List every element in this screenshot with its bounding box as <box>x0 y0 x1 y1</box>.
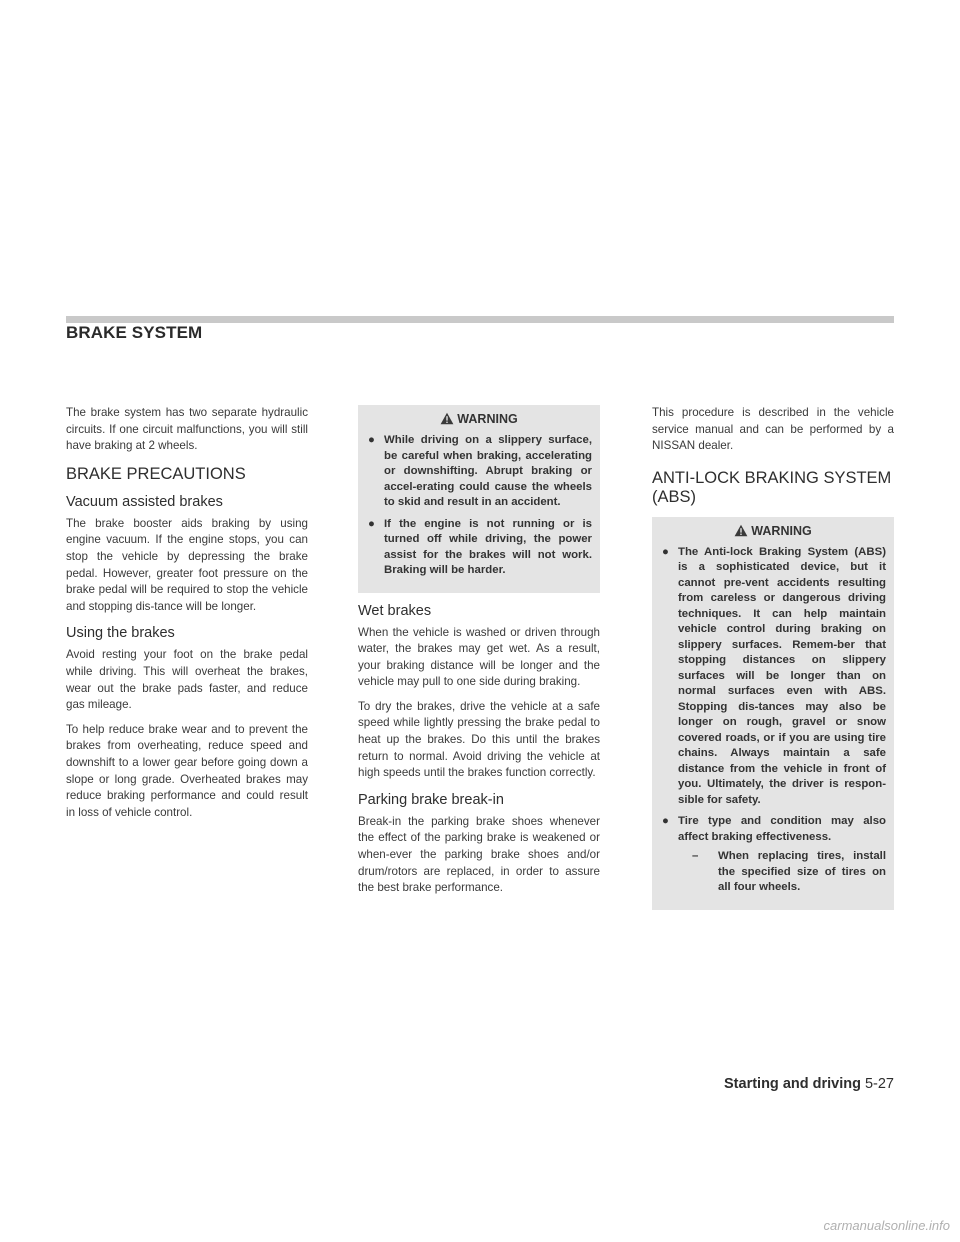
warning-label: WARNING <box>457 412 518 426</box>
warning-box-abs <box>652 517 894 910</box>
wet-brakes-heading: Wet brakes <box>358 602 432 619</box>
warning-triangle-icon <box>440 412 454 425</box>
abs-heading: ANTI-LOCK BRAKING SYSTEM (ABS) <box>652 468 892 506</box>
wet-brakes-paragraph-2: To dry the brakes, drive the vehicle at a safe speed while lightly pressing the brake pedal to heat up the brakes. Do this until the brakes return to normal. Avoid driving the vehicle at high speeds until the brakes function correctly. <box>358 699 600 780</box>
vacuum-brakes-paragraph: The brake booster aids braking by using engine vacuum. If the engine stops, you can stop the vehicle by depressing the brake pedal. However, greater foot pressure on the brake pedal will be required to stop the vehicle and stopping dis-tance will be longer. <box>66 516 308 613</box>
section-title: BRAKE SYSTEM <box>66 323 203 342</box>
watermark: carmanualsonline.info <box>823 1218 950 1233</box>
page-footer <box>724 1076 894 1092</box>
warning-header <box>366 411 592 427</box>
brake-precautions-heading: BRAKE PRECAUTIONS <box>66 464 246 483</box>
procedure-paragraph: This procedure is described in the vehicle service manual and can be performed by a NISSAN dealer. <box>652 406 894 453</box>
footer-chapter-label: Starting and driving <box>724 1076 861 1092</box>
page-number: 5-27 <box>864 1076 894 1092</box>
section-rule <box>66 316 894 323</box>
warning-triangle-icon <box>734 524 748 537</box>
column-3 <box>652 405 894 916</box>
warning-item: ● If the engine is not running or is turned off while driving, the power assist for the brakes will not work. Braking will be harder. <box>368 517 592 576</box>
warning-label: WARNING <box>751 523 812 538</box>
parking-brake-paragraph: Break-in the parking brake shoes whenever the effect of the parking brake is weakened or when-ever the parking brake shoes and/or drum/rotors are replaced, in order to assure the best brake performance. <box>358 814 600 895</box>
using-brakes-paragraph-2: To help reduce brake wear and to prevent the brakes from overheating, reduce speed and downshift to a lower gear before going down a slope or long grade. Overheated brakes may reduce braking performance and could result in loss of vehicle control. <box>66 722 308 819</box>
using-brakes-paragraph-1: Avoid resting your foot on the brake pedal while driving. This will overheat the brakes, wear out the brake pads faster, and reduce gas mileage. <box>66 648 308 712</box>
warning-item: ● The Anti-lock Braking System (ABS) is a sophisticated device, but it cannot pre-vent accidents resulting from careless or dangerous driving techniques. It can help maintain vehicle control during braking on slippery surfaces. Remem-ber that stopping distances on slippery surfaces will be longer than on normal surfaces even with ABS. Stopping dis-tances may also be longer on rough, gravel or snow covered roads, or if you are using tire chains. Always maintain a safe distance from the vehicle in front of you. Ultimately, the driver is respon-sible for safety. <box>662 545 886 806</box>
warning-item: ● While driving on a slippery surface, be careful when braking, accelerating or downshifting. Abrupt braking or accel-erating could cause the wheels to skid and result in an accident. <box>368 434 592 508</box>
wet-brakes-paragraph-1: When the vehicle is washed or driven through water, the brakes may get wet. As a result, your braking distance will be longer and the vehicle may pull to one side during braking. <box>358 625 600 689</box>
vacuum-brakes-heading: Vacuum assisted brakes <box>66 493 223 510</box>
column-2 <box>358 405 600 905</box>
warning-box-brakes <box>358 405 600 593</box>
column-1 <box>66 405 308 829</box>
warning-header <box>660 523 886 539</box>
parking-brake-heading: Parking brake break-in <box>358 791 504 808</box>
intro-paragraph: The brake system has two separate hydraulic circuits. If one circuit malfunctions, you will still have braking at 2 wheels. <box>66 406 308 453</box>
using-brakes-heading: Using the brakes <box>66 625 175 642</box>
warning-item: ● Tire type and condition may also affect braking effectiveness. – When replacing tires, install the specified size of tires on all four wheels. <box>660 814 886 896</box>
warning-subitem: – When replacing tires, install the specified size of tires on all four wheels. <box>692 850 886 894</box>
